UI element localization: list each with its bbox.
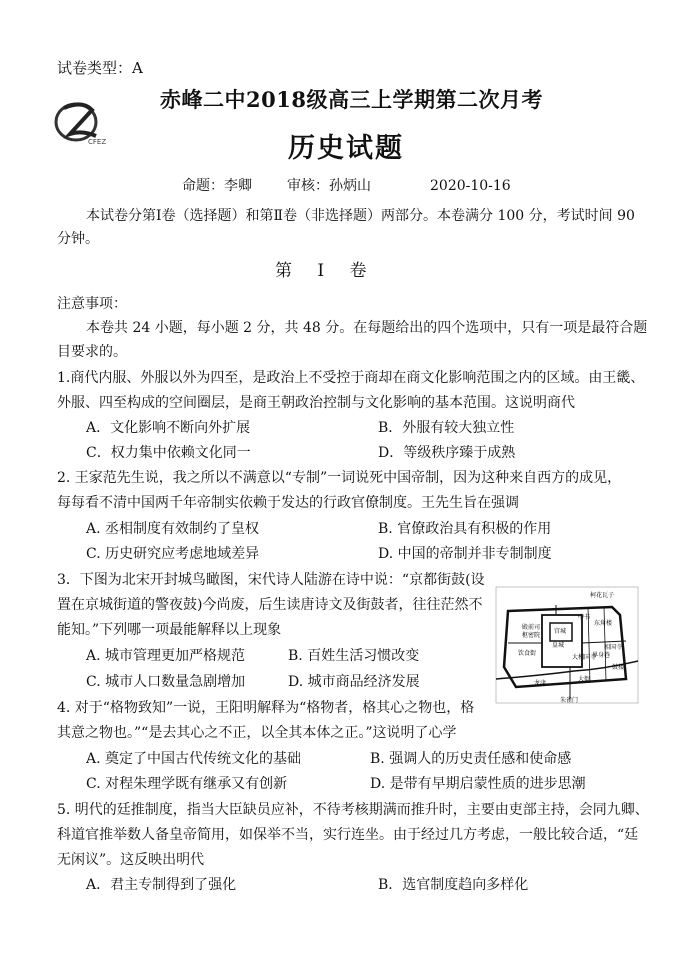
option-b: B. 官僚政治具有积极的作用 xyxy=(378,521,552,537)
option-c: C．权力集中依赖文化同一 xyxy=(86,445,251,461)
school-title: 赤峰二中2018级高三上学期第二次月考 xyxy=(160,87,543,112)
notice-line: 目要求的。 xyxy=(57,344,127,360)
option-d: D. 中国的帝制并非专制制度 xyxy=(378,546,552,562)
svg-text:东角楼: 东角楼 xyxy=(594,620,613,627)
school-logo xyxy=(52,96,110,146)
option-b: B. 强调人的历史责任感和使命感 xyxy=(370,751,572,767)
svg-text:饮食街: 饮食街 xyxy=(518,650,537,657)
option-a: A. 丞相制度有效制约了皇权 xyxy=(86,521,260,537)
question-line: 3．下图为北宋开封城鸟瞰图，宋代诗人陆游在诗中说：“京都街鼓(设 xyxy=(57,572,485,588)
option-a: A. 城市管理更加严格规范 xyxy=(86,648,246,664)
svg-text:中书: 中书 xyxy=(578,614,591,621)
notice-label: 注意事项： xyxy=(57,296,127,312)
question-line: 每每看不清中国两千年帝制实依赖于发达的行政官僚制度。王先生旨在强调 xyxy=(57,495,519,511)
option-b: B. 百姓生活习惯改变 xyxy=(288,648,420,664)
paper-type: 试卷类型：A xyxy=(57,59,143,77)
option-c: C. 对程朱理学既有继承又有创新 xyxy=(86,776,288,792)
svg-text:皇城: 皇城 xyxy=(552,642,565,649)
question-line: 外服、四至构成的空间圈层，是商王朝政治控制与文化影响的基本范围。这说明商代 xyxy=(57,395,575,411)
svg-text:枢密院: 枢密院 xyxy=(522,632,541,639)
option-b: B．外服有较大独立性 xyxy=(378,420,515,436)
svg-text:CFEZ: CFEZ xyxy=(88,138,107,146)
svg-text:大相国寺: 大相国寺 xyxy=(572,654,597,661)
question-line: 无闲议”。这反映出明代 xyxy=(57,852,205,868)
question-line: 科道官推举数人备皇帝简用，如保举不当，实行连坐。由于经过几方考虑，一般比较合适，“廷 xyxy=(57,827,639,843)
option-c: C. 历史研究应考虑地域差异 xyxy=(86,546,260,562)
option-d: D．等级秩序臻于成熟 xyxy=(378,445,516,461)
svg-text:殿前司: 殿前司 xyxy=(522,624,541,631)
intro-line: 本试卷分第Ⅰ卷（选择题）和第Ⅱ卷（非选择题）两部分。本卷满分 100 分，考试时间 90 xyxy=(86,208,635,224)
option-c: C. 城市人口数量急剧增加 xyxy=(86,674,246,690)
option-d: D. 城市商品经济发展 xyxy=(288,674,420,690)
date: 2020-10-16 xyxy=(430,178,511,194)
question-line: 1.商代内服、外服以外为四至，是政治上不受控于商却在商文化影响范围之内的区域。由王畿、 xyxy=(57,370,645,386)
svg-text:相国寺: 相国寺 xyxy=(604,644,623,651)
question-line: 5. 明代的廷推制度，指当大臣缺员应补，不待考核期满而推升时，主要由吏部主持，会同九卿、 xyxy=(57,802,649,818)
option-a: A．文化影响不断向外扩展 xyxy=(86,420,251,436)
svg-text:柯花瓦子: 柯花瓦子 xyxy=(590,592,615,599)
notice-line: 本卷共 24 小题，每小题 2 分，共 48 分。在每题给出的四个选项中，只有一项是最符合题 xyxy=(86,320,648,336)
subject-title: 历史试题 xyxy=(288,133,404,164)
svg-text:大街: 大街 xyxy=(578,676,591,683)
reviewer: 审核：孙炳山 xyxy=(287,178,371,194)
question-line: 4. 对于“格物致知”一说，王阳明解释为“格物者，格其心之物也，格 xyxy=(57,700,475,716)
svg-text:宫城: 宫城 xyxy=(554,628,567,635)
section-title: 第 Ⅰ 卷 xyxy=(275,261,377,281)
svg-text:朱雀门: 朱雀门 xyxy=(560,697,579,704)
question-line: 2. 王家范先生说，我之所以不满意以“专制”一词说死中国帝制，因为这种来自西方的成见， xyxy=(57,470,622,486)
option-d: D. 是带有早期启蒙性质的进步思潮 xyxy=(370,776,586,792)
option-b: B．选官制度趋向多样化 xyxy=(378,877,529,893)
svg-text:龙津: 龙津 xyxy=(534,680,547,687)
option-a: A. 奠定了中国古代传统文化的基础 xyxy=(86,751,302,767)
intro-line: 分钟。 xyxy=(57,231,99,247)
kaifeng-city-map xyxy=(494,585,640,705)
question-line: 置在京城街道的警夜鼓)今尚废，后生读唐诗文及街鼓者，往往茫然不 xyxy=(57,597,483,613)
option-a: A．君主专制得到了强化 xyxy=(86,877,237,893)
author: 命题：李卿 xyxy=(182,178,252,194)
question-line: 能知。”下列哪一项最能解释以上现象 xyxy=(57,622,282,638)
question-line: 其意之物也。”“是去其心之不正，以全其本体之正。”这说明了心学 xyxy=(57,725,457,741)
svg-text:界身巷: 界身巷 xyxy=(592,652,611,659)
svg-text:鼓楼: 鼓楼 xyxy=(612,664,625,671)
